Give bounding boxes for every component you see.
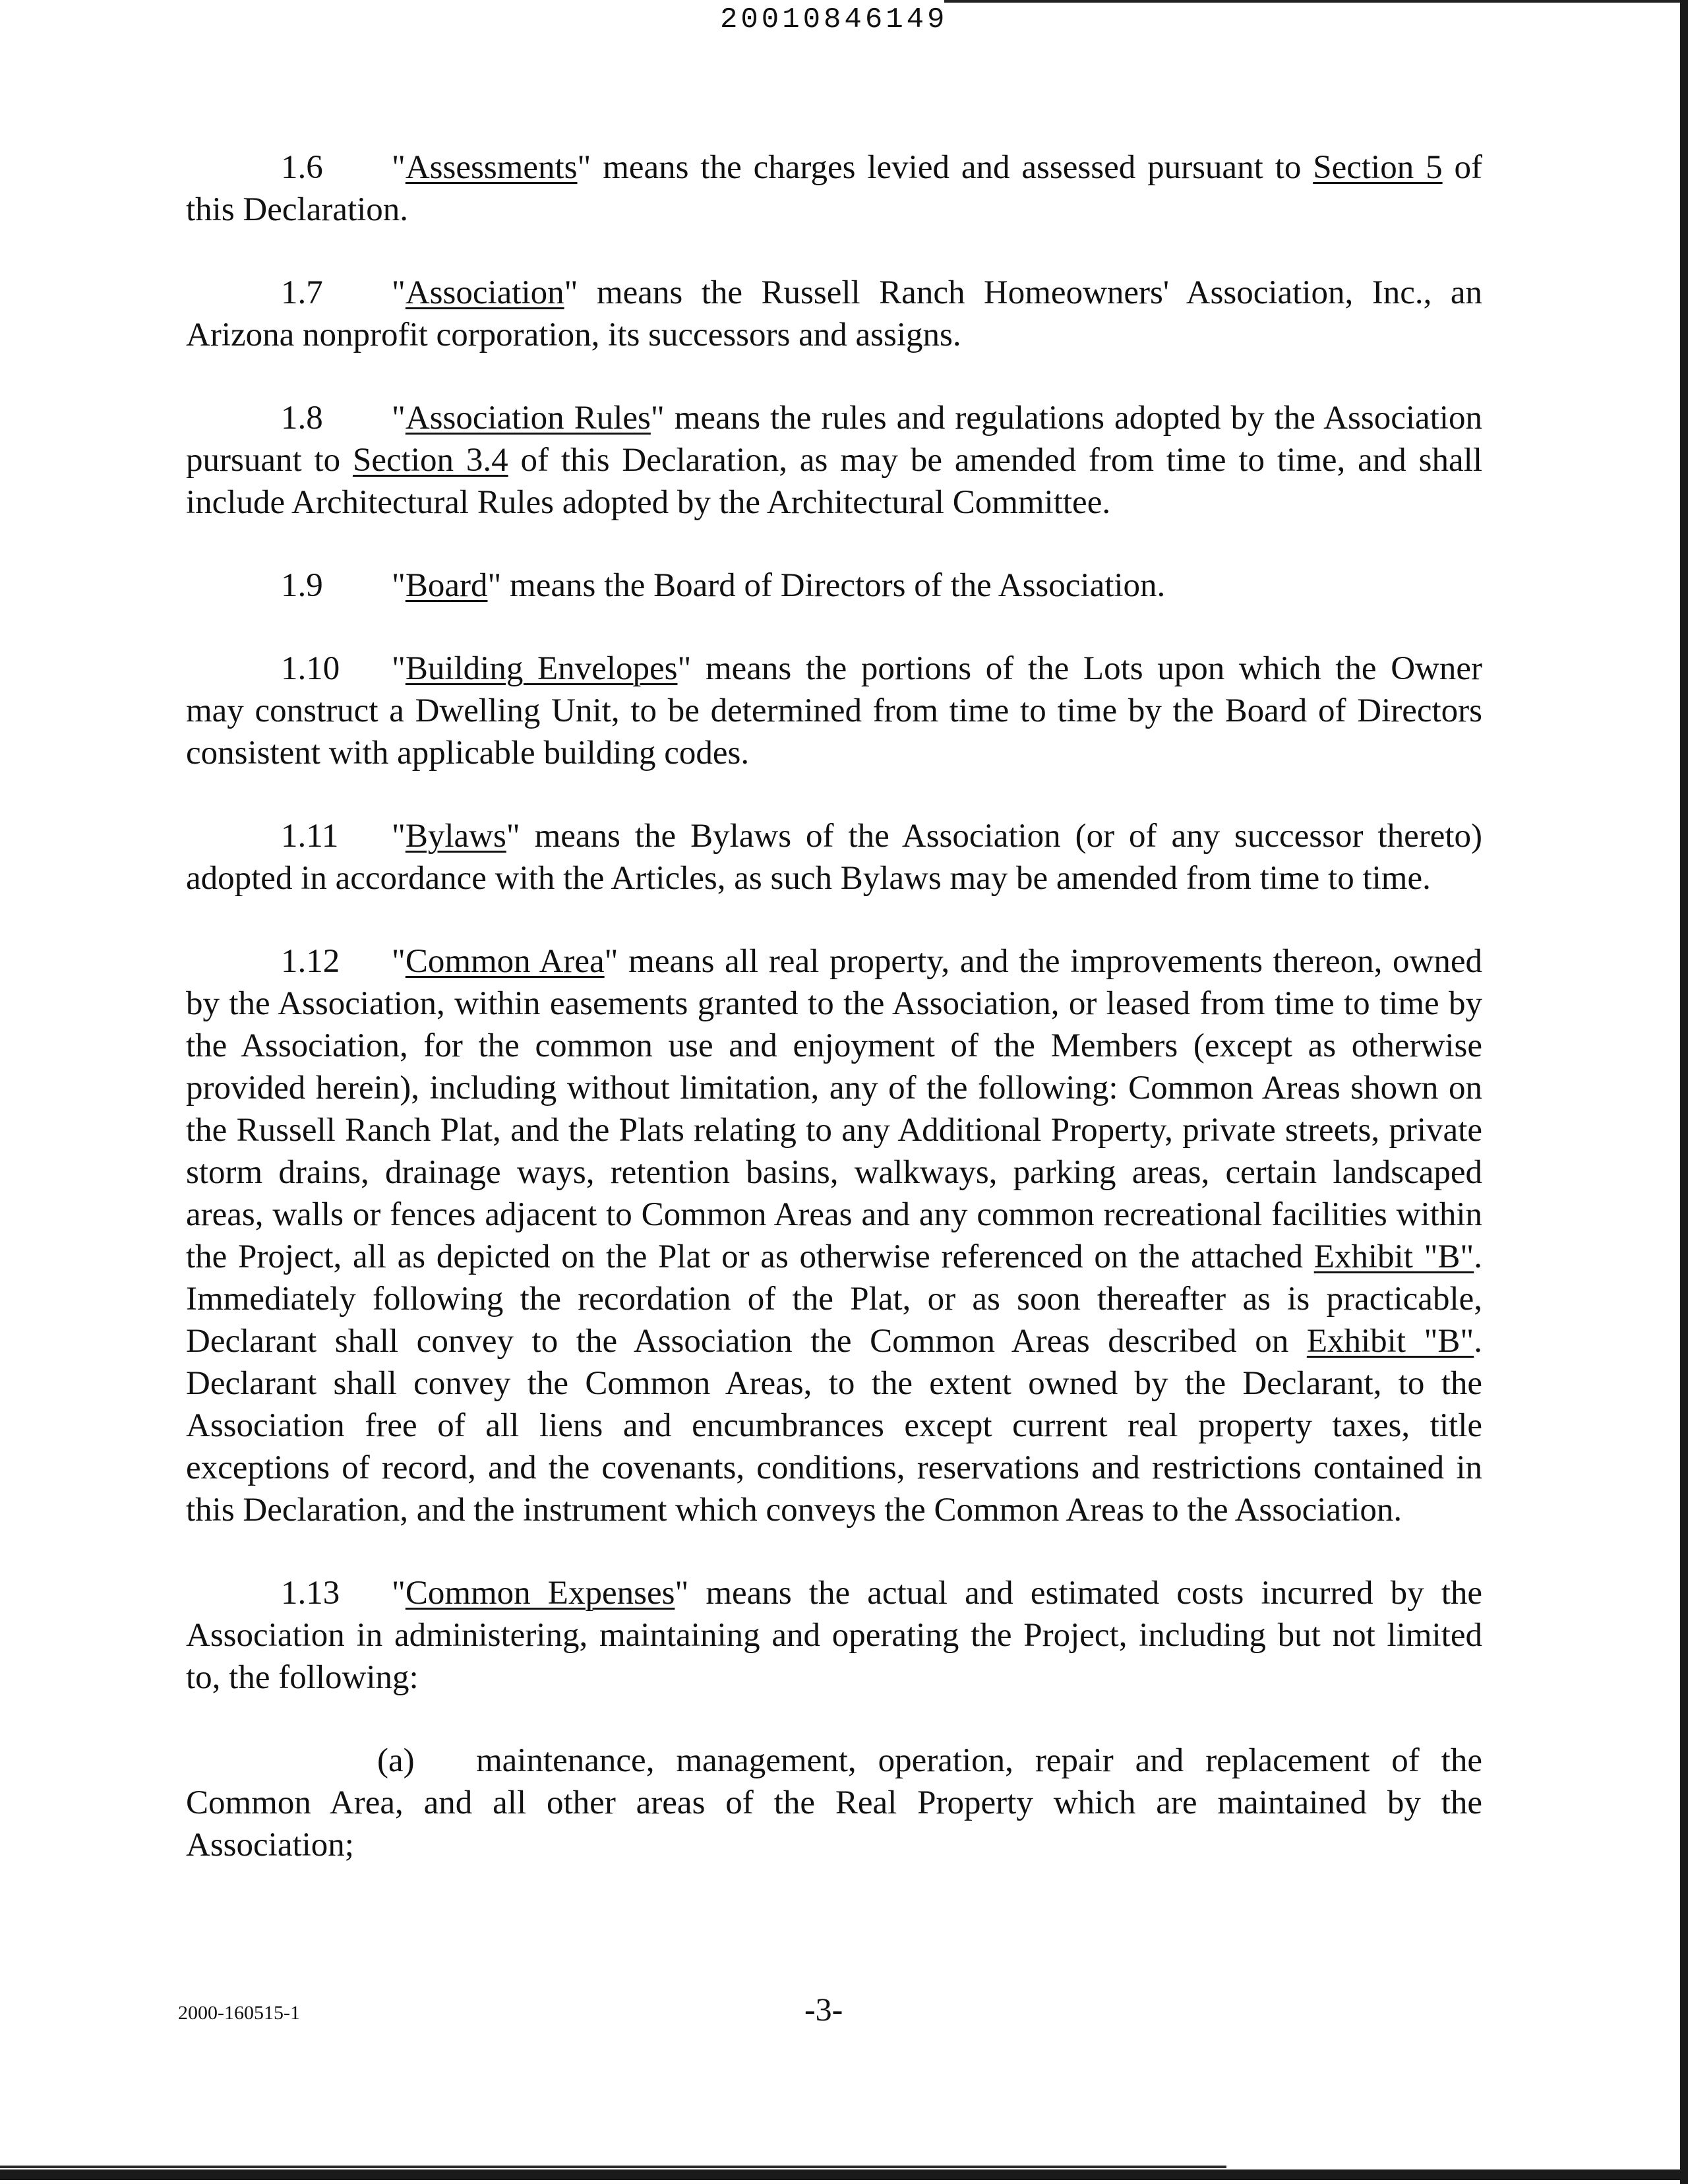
paragraph-text: " means the rules and regulations adopted by the Association pursuant to [186,400,1482,479]
paragraph-text: of this Declaration. [186,149,1482,228]
paragraph-text: maintenance, management, operation, repair and replacement of the Common Area, and all other areas of the Real Property which are maintained by the Association; [186,1742,1482,1864]
section-16-paragraph [186,146,1482,231]
section-number: 1.9 [281,567,323,604]
defined-term: Association Rules [405,400,651,437]
section-17-paragraph [186,272,1482,356]
paragraph-text: . Declarant shall convey the Common Areas, to the extent owned by the Declarant, to the Association free of all liens and encumbrances except current real property taxes, title exceptions of record, and the covenants, conditions, reservations and restrictions contained in this Declaration, and the instrument which conveys the Common Areas to the Association. [186,1323,1482,1529]
cross-reference: Section 5 [1313,149,1443,186]
section-number: 1.13 [281,1575,340,1612]
paragraph-text: " means all real property, and the improvements thereon, owned by the Association, within easements granted to the Association, or leased from time to time by the Association, for the common use and enjoyment of the Members (except as otherwise provided herein), including without limitation, any of the following: Common Areas shown on the Russell Ranch Plat, and the Plats relating to any Additional Property, private streets, private storm drains, drainage ways, retention basins, walkways, parking areas, certain landscaped areas, walls or fences adjacent to Common Areas and any common recreational facilities within the Project, all as depicted on the Plat or as otherwise referenced on the attached [186,943,1482,1275]
term-open-quote: " [392,149,406,186]
section-number: 1.8 [281,400,323,437]
bottom-border-rule [0,2169,1688,2180]
paragraph-text: of this Declaration, as may be amended from time to time, and shall include Architectural Rules adopted by the Architectural Committee. [186,442,1482,521]
term-open-quote: " [392,274,406,311]
footer-document-id: 2000-160515-1 [178,2002,300,2024]
section-number: 1.12 [281,943,340,980]
top-border-rule [944,0,1688,3]
bottom-border-rule-thin [0,2166,1226,2168]
document-body [186,146,1482,1907]
term-open-quote: " [392,400,406,437]
paragraph-text: " means the Bylaws of the Association (or of any successor thereto) adopted in accordance with the Articles, as such Bylaws may be amended from time to time. [186,818,1482,897]
term-open-quote: " [392,567,406,604]
section-number: 1.6 [281,149,323,186]
section-112-paragraph [186,940,1482,1531]
recording-number: 20010846149 [720,3,948,36]
defined-term: Common Area [405,943,605,980]
paragraph-text: . Immediately following the recordation of the Plat, or as soon thereafter as is practicable, Declarant shall convey to the Association the Common Areas described on [186,1238,1482,1360]
cross-reference: Exhibit "B" [1313,1238,1474,1275]
paragraph-text: " means the portions of the Lots upon which the Owner may construct a Dwelling Unit, to be determined from time to time by the Board of Directors consistent with applicable building codes. [186,650,1483,772]
section-18-paragraph [186,397,1482,524]
paragraph-text: " means the Board of Directors of the Association. [487,567,1166,604]
paragraph-text: " means the Russell Ranch Homeowners' Association, Inc., an Arizona nonprofit corporation, its successors and assigns. [186,274,1482,353]
defined-term: Building Envelopes [405,650,678,687]
section-113-paragraph [186,1572,1482,1699]
section-110-paragraph [186,648,1482,774]
cross-reference: Section 3.4 [353,442,508,479]
defined-term: Bylaws [405,818,506,855]
term-open-quote: " [392,1575,406,1612]
section-19-paragraph [186,564,1482,607]
right-border-rule [1680,0,1688,2184]
term-open-quote: " [392,818,406,855]
section-number: 1.7 [281,274,323,311]
cross-reference: Exhibit "B" [1306,1323,1474,1360]
term-open-quote: " [392,943,406,980]
defined-term: Board [405,567,488,604]
defined-term: Assessments [405,149,578,186]
term-open-quote: " [392,650,406,687]
section-number: 1.10 [281,650,340,687]
defined-term: Association [405,274,564,311]
paragraph-text: " means the charges levied and assessed pursuant to [577,149,1313,186]
section-number: 1.11 [281,818,339,855]
defined-term: Common Expenses [405,1575,675,1612]
section-111-paragraph [186,815,1482,899]
paragraph-text: " means the actual and estimated costs incurred by the Association in administering, maintaining and operating the Project, including but not limited to, the following: [186,1575,1482,1696]
footer-page-number: -3- [804,1991,843,2028]
section-a-paragraph [186,1740,1482,1866]
section-number: (a) [377,1742,415,1779]
